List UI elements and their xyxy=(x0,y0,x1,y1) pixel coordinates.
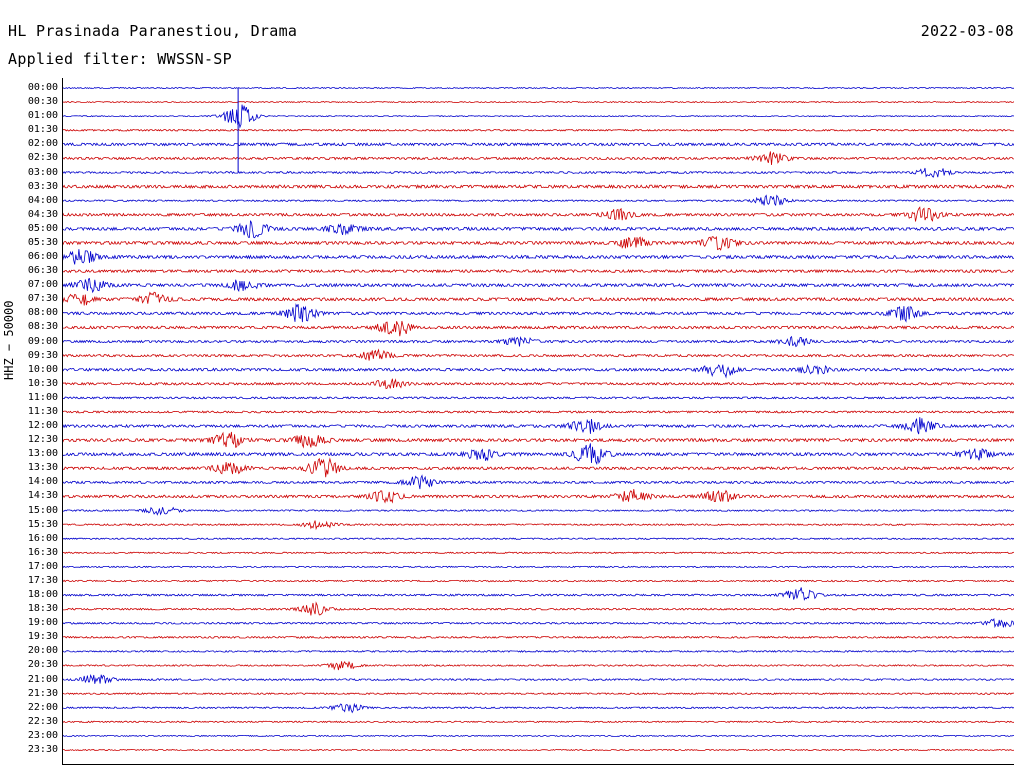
time-tick-label: 17:00 xyxy=(27,560,58,572)
time-tick-label: 06:00 xyxy=(27,251,58,263)
trace-row xyxy=(62,102,1014,103)
page-title: HL Prasinada Paranestiou, Drama xyxy=(8,22,298,40)
trace-row xyxy=(62,476,1014,490)
time-tick-label: 21:30 xyxy=(27,687,58,699)
trace-row xyxy=(62,130,1014,132)
trace-row xyxy=(62,552,1014,553)
trace-row xyxy=(62,151,1014,165)
trace-row xyxy=(62,321,1014,336)
time-tick-label: 00:00 xyxy=(27,82,58,93)
time-tick-label: 22:00 xyxy=(27,701,58,713)
trace-row xyxy=(62,237,1014,250)
trace-row xyxy=(62,365,1014,377)
time-tick-label: 09:30 xyxy=(27,349,58,361)
trace-row xyxy=(62,279,1014,293)
trace-row xyxy=(62,304,1014,322)
trace-row xyxy=(62,580,1014,581)
trace-row xyxy=(62,521,1014,529)
time-tick-label: 20:00 xyxy=(27,645,58,657)
trace-row xyxy=(62,637,1014,639)
trace-row xyxy=(62,750,1014,751)
trace-area xyxy=(62,78,1014,768)
trace-row xyxy=(62,651,1014,652)
trace-row xyxy=(62,735,1014,736)
time-tick-label: 03:00 xyxy=(27,166,58,178)
time-tick-label: 21:00 xyxy=(27,673,58,685)
trace-row xyxy=(62,721,1014,722)
trace-row xyxy=(62,603,1014,616)
trace-row xyxy=(62,411,1014,413)
trace-row xyxy=(62,443,1014,463)
trace-row xyxy=(62,704,1014,712)
time-tick-label: 02:00 xyxy=(27,138,58,150)
trace-row xyxy=(62,661,1014,670)
trace-row xyxy=(62,195,1014,205)
helicorder-plot xyxy=(0,78,1024,768)
time-tick-label: 01:00 xyxy=(27,110,58,122)
trace-row xyxy=(62,693,1014,695)
trace-row xyxy=(62,588,1014,600)
time-axis-ticks xyxy=(0,78,62,768)
time-tick-label: 03:30 xyxy=(27,180,58,192)
time-tick-label: 16:00 xyxy=(27,532,58,544)
time-tick-label: 07:00 xyxy=(27,279,58,291)
trace-row xyxy=(62,432,1014,448)
trace-row xyxy=(62,292,1014,305)
time-tick-label: 01:30 xyxy=(27,124,58,136)
y-axis-label: HHZ − 50000 xyxy=(2,300,16,380)
time-tick-label: 08:30 xyxy=(27,321,58,333)
trace-row xyxy=(62,143,1014,146)
time-tick-label: 15:30 xyxy=(27,518,58,530)
axis-left-spine xyxy=(62,78,63,764)
time-tick-label: 17:30 xyxy=(27,574,58,586)
time-tick-label: 12:30 xyxy=(27,434,58,446)
time-tick-label: 18:00 xyxy=(27,589,58,601)
time-tick-label: 12:00 xyxy=(27,420,58,432)
trace-row xyxy=(62,459,1014,478)
time-tick-label: 14:30 xyxy=(27,490,58,502)
time-tick-label: 04:30 xyxy=(27,208,58,220)
time-tick-label: 05:00 xyxy=(27,222,58,234)
date-label: 2022-03-08 xyxy=(920,22,1014,40)
time-tick-label: 10:30 xyxy=(27,377,58,389)
time-tick-label: 00:30 xyxy=(27,96,58,108)
trace-row xyxy=(62,538,1014,539)
time-tick-label: 13:00 xyxy=(27,448,58,460)
axis-bottom-spine xyxy=(62,764,1014,765)
time-tick-label: 04:00 xyxy=(27,194,58,206)
trace-row xyxy=(62,379,1014,389)
time-tick-label: 02:30 xyxy=(27,152,58,164)
time-tick-label: 18:30 xyxy=(27,603,58,615)
time-tick-label: 08:00 xyxy=(27,307,58,319)
time-tick-label: 19:00 xyxy=(27,617,58,629)
time-tick-label: 19:30 xyxy=(27,631,58,643)
time-tick-label: 11:30 xyxy=(27,405,58,417)
trace-row xyxy=(62,270,1014,273)
trace-row xyxy=(62,397,1014,399)
trace-row xyxy=(62,566,1014,567)
time-tick-label: 16:30 xyxy=(27,546,58,558)
time-tick-label: 23:00 xyxy=(27,729,58,741)
time-tick-label: 22:30 xyxy=(27,715,58,727)
trace-row xyxy=(62,417,1014,434)
trace-row xyxy=(62,507,1014,515)
trace-row xyxy=(62,249,1014,264)
time-tick-label: 09:00 xyxy=(27,335,58,347)
trace-row xyxy=(62,185,1014,188)
time-tick-label: 13:30 xyxy=(27,462,58,474)
trace-row xyxy=(62,168,1014,177)
time-tick-label: 07:30 xyxy=(27,293,58,305)
time-tick-label: 15:00 xyxy=(27,504,58,516)
trace-row xyxy=(62,337,1014,347)
trace-row xyxy=(62,489,1014,502)
trace-row xyxy=(62,675,1014,684)
seismogram-traces xyxy=(62,78,1014,768)
chart-header xyxy=(0,0,1024,70)
trace-row xyxy=(62,88,1014,89)
trace-row xyxy=(62,619,1014,627)
trace-row xyxy=(62,221,1014,238)
time-tick-label: 06:30 xyxy=(27,265,58,277)
trace-row xyxy=(62,105,1014,128)
time-tick-label: 23:30 xyxy=(27,744,58,755)
filter-label: Applied filter: WWSSN-SP xyxy=(8,50,232,68)
time-tick-label: 10:00 xyxy=(27,363,58,375)
trace-row xyxy=(62,207,1014,221)
trace-row xyxy=(62,350,1014,361)
time-tick-label: 14:00 xyxy=(27,476,58,488)
time-tick-label: 11:00 xyxy=(27,391,58,403)
time-tick-label: 05:30 xyxy=(27,236,58,248)
time-tick-label: 20:30 xyxy=(27,659,58,671)
